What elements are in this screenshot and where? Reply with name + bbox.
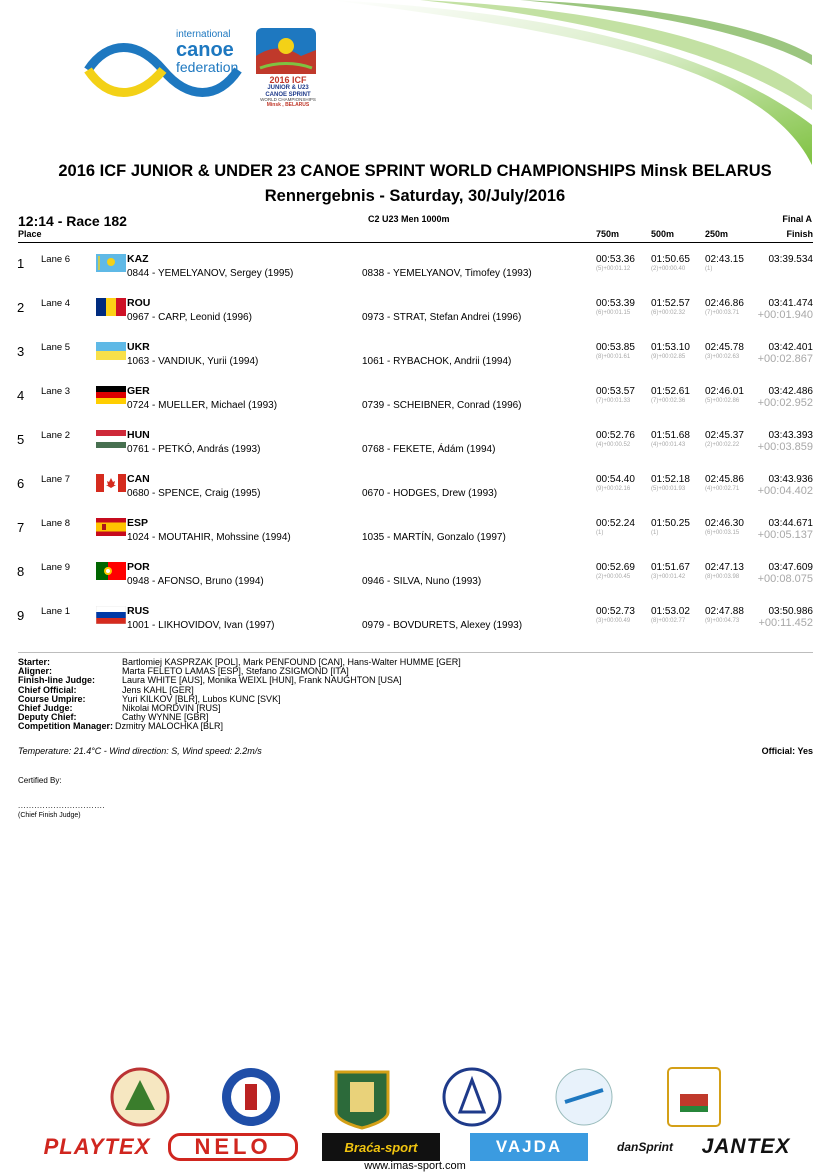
sponsor-emblem-5 — [556, 1069, 612, 1125]
finish-time: 03:41.474 — [768, 298, 813, 309]
nation: POR — [127, 561, 150, 573]
icf-logo-line1: international — [176, 29, 231, 40]
official-names: Bartlomiej KASPRZAK [POL], Mark PENFOUND [CAN], Hans-Walter HUMME [GER] — [122, 657, 461, 667]
official-row — [18, 676, 461, 685]
col-250m: 250m — [705, 229, 729, 239]
sponsor-emblem-2 — [222, 1068, 280, 1126]
split-250m-behind: (8)+00:03.98 — [705, 574, 740, 580]
nation: ROU — [127, 297, 151, 309]
sponsor-dansprint-label: danSprint — [617, 1140, 673, 1154]
weather-info: Temperature: 21.4°C - Wind direction: S, Wind speed: 2.2m/s — [18, 746, 262, 756]
nation: UKR — [127, 341, 150, 353]
split-250m: 02:45.86 — [705, 474, 744, 485]
official-role: Finish-line Judge: — [18, 675, 96, 686]
official-status: Official: Yes — [761, 746, 813, 756]
official-role: Starter: — [18, 657, 51, 667]
finish-time: 03:39.534 — [768, 254, 813, 265]
sponsor-vajda — [470, 1133, 588, 1161]
place: 8 — [17, 564, 25, 579]
event-logo-line2: JUNIOR & U23 — [267, 85, 309, 92]
flag-kaz-icon — [96, 254, 126, 272]
page-subtitle: Rennergebnis - Saturday, 30/July/2016 — [264, 187, 566, 205]
page-title: 2016 ICF JUNIOR & UNDER 23 CANOE SPRINT WORLD CHAMPIONSHIPS Minsk BELARUS — [58, 162, 772, 180]
lane: Lane 1 — [41, 606, 71, 617]
sponsor-braca-sport-label: Braća-sport — [344, 1139, 418, 1155]
sponsor-nelo — [168, 1133, 298, 1161]
finish-time: 03:44.671 — [768, 518, 813, 529]
officials-rule — [18, 652, 813, 653]
sponsor-playtex — [38, 1133, 156, 1161]
athlete-2: 0979 - BOVDURETS, Alexey (1993) — [362, 620, 523, 631]
split-750m: 00:54.40 — [596, 474, 635, 485]
place: 1 — [17, 256, 25, 271]
split-750m: 00:53.85 — [596, 342, 635, 353]
athlete-1: 0844 - YEMELYANOV, Sergey (1995) — [127, 268, 294, 279]
result-row — [0, 604, 830, 648]
official-role: Course Umpire: — [18, 693, 86, 704]
sponsor-emblem-1 — [112, 1069, 168, 1125]
official-names: Marta FELETO LAMAS [ESP], Stefano ZSIGMOND [ITA] — [122, 666, 349, 677]
official-role: Competition Manager: — [18, 721, 114, 732]
split-500m-behind: (1) — [651, 530, 659, 536]
athlete-2: 0838 - YEMELYANOV, Timofey (1993) — [362, 268, 532, 279]
lane: Lane 4 — [41, 298, 71, 309]
lane: Lane 5 — [41, 342, 71, 353]
official-names: Dzmitry MALOCHKA [BLR] — [115, 721, 224, 732]
split-500m-behind: (9)+00:02.85 — [651, 354, 686, 360]
sponsor-website[interactable]: www.imas-sport.com — [364, 1160, 466, 1172]
nation: GER — [127, 385, 150, 397]
athlete-2: 0670 - HODGES, Drew (1993) — [362, 488, 498, 499]
sponsor-jantex — [700, 1133, 792, 1161]
sponsor-emblem-3 — [336, 1072, 388, 1128]
split-750m: 00:52.73 — [596, 606, 635, 617]
sponsor-emblem-4 — [444, 1069, 500, 1125]
official-names: Nikolai MORDVIN [RUS] — [122, 703, 221, 714]
race-phase: Final A — [782, 214, 812, 224]
result-row — [0, 384, 830, 428]
place: 4 — [17, 388, 25, 403]
split-750m: 00:53.39 — [596, 298, 635, 309]
split-750m: 00:53.57 — [596, 386, 635, 397]
split-750m: 00:53.36 — [596, 254, 635, 265]
split-250m: 02:47.88 — [705, 606, 744, 617]
lane: Lane 6 — [41, 254, 71, 265]
place: 9 — [17, 608, 25, 623]
sponsor-dansprint — [610, 1133, 680, 1161]
finish-time: 03:50.986 — [768, 606, 813, 617]
finish-behind: +00:05.137 — [757, 529, 813, 541]
official-row — [18, 722, 461, 731]
nation: HUN — [127, 429, 150, 441]
split-750m-behind: (5)+00:01.12 — [596, 266, 631, 272]
event-logo-line5: Minsk , BELARUS — [266, 101, 310, 108]
nation: ESP — [127, 517, 149, 529]
split-750m-behind: (8)+00:01.61 — [596, 354, 631, 360]
split-250m: 02:47.13 — [705, 562, 744, 573]
athlete-1: 1063 - VANDIUK, Yurii (1994) — [127, 356, 259, 367]
finish-behind: +00:02.952 — [757, 397, 813, 409]
result-row — [0, 472, 830, 516]
flag-can-icon — [96, 474, 126, 492]
place: 5 — [17, 432, 25, 447]
split-250m: 02:46.86 — [705, 298, 744, 309]
official-names: Laura WHITE [AUS], Monika WEIXL [HUN], Frank NAUGHTON [USA] — [122, 675, 402, 686]
finish-behind: +00:03.859 — [757, 441, 813, 453]
athlete-2: 0768 - FEKETE, Ádám (1994) — [362, 444, 496, 455]
split-500m-behind: (3)+00:01.42 — [651, 574, 686, 580]
split-500m: 01:51.68 — [651, 430, 690, 441]
place: 3 — [17, 344, 25, 359]
athlete-1: 0761 - PETKÓ, András (1993) — [127, 444, 261, 455]
official-names: Yuri KILKOV [BLR], Lubos KUNC [SVK] — [122, 693, 281, 704]
athlete-1: 1001 - LIKHOVIDOV, Ivan (1997) — [127, 620, 275, 631]
split-250m-behind: (7)+00:03.71 — [705, 310, 740, 316]
split-750m-behind: (3)+00:00.49 — [596, 618, 631, 624]
official-role: Chief Official: — [18, 684, 77, 695]
split-500m-behind: (4)+00:01.43 — [651, 442, 686, 448]
header-banner — [0, 0, 830, 165]
flag-rou-icon — [96, 298, 126, 316]
split-500m: 01:53.02 — [651, 606, 690, 617]
finish-behind: +00:02.867 — [757, 353, 813, 365]
split-750m-behind: (1) — [596, 530, 604, 536]
sponsor-vajda-label: VAJDA — [495, 1137, 563, 1156]
event-logo-line4: WORLD CHAMPIONSHIPS — [260, 97, 316, 103]
place: 7 — [17, 520, 25, 535]
result-row — [0, 296, 830, 340]
race-name: C2 U23 Men 1000m — [368, 214, 450, 224]
lane: Lane 8 — [41, 518, 71, 529]
split-500m: 01:50.25 — [651, 518, 690, 529]
place: 2 — [17, 300, 25, 315]
finish-behind: +00:08.075 — [757, 573, 813, 585]
athlete-1: 0724 - MUELLER, Michael (1993) — [127, 400, 278, 411]
finish-time: 03:47.609 — [768, 562, 813, 573]
split-500m: 01:52.18 — [651, 474, 690, 485]
place: 6 — [17, 476, 25, 491]
event-logo-line1: 2016 ICF — [269, 75, 307, 85]
result-row — [0, 560, 830, 604]
athlete-1: 0948 - AFONSO, Bruno (1994) — [127, 576, 264, 587]
signature-line: ................................ — [18, 801, 106, 810]
col-finish: Finish — [786, 229, 813, 239]
icf-logo-line3: federation — [176, 59, 239, 75]
split-250m-behind: (6)+00:03.15 — [705, 530, 740, 536]
split-500m-behind: (6)+00:02.32 — [651, 310, 686, 316]
finish-time: 03:42.401 — [768, 342, 813, 353]
split-750m-behind: (4)+00:00.52 — [596, 442, 631, 448]
lane: Lane 2 — [41, 430, 71, 441]
result-row — [0, 340, 830, 384]
split-250m-behind: (9)+00:04.73 — [705, 618, 740, 624]
result-row — [0, 252, 830, 296]
finish-time: 03:43.393 — [768, 430, 813, 441]
split-500m: 01:52.57 — [651, 298, 690, 309]
finish-behind: +00:01.940 — [757, 309, 813, 321]
race-time: 12:14 - Race 182 — [18, 213, 127, 229]
icf-logo-line2: canoe — [176, 39, 234, 61]
sponsor-emblem-6 — [668, 1068, 720, 1126]
official-row — [18, 704, 461, 713]
split-250m-behind: (1) — [705, 266, 713, 272]
split-250m-behind: (3)+00:02.63 — [705, 354, 740, 360]
official-role: Chief Judge: — [18, 703, 73, 714]
sponsor-playtex-label: PLAYTEX — [43, 1134, 151, 1159]
flag-esp-icon — [96, 518, 126, 536]
split-750m-behind: (2)+00:00.45 — [596, 574, 631, 580]
event-logo-line3: CANOE SPRINT — [265, 91, 311, 98]
split-500m-behind: (2)+00:00.40 — [651, 266, 686, 272]
split-500m: 01:51.67 — [651, 562, 690, 573]
athlete-2: 1061 - RYBACHOK, Andrii (1994) — [362, 356, 512, 367]
athlete-1: 0967 - CARP, Leonid (1996) — [127, 312, 252, 323]
nation: RUS — [127, 605, 150, 617]
split-750m-behind: (6)+00:01.15 — [596, 310, 631, 316]
result-row — [0, 428, 830, 472]
finish-behind: +00:04.402 — [757, 485, 813, 497]
split-250m: 02:45.37 — [705, 430, 744, 441]
flag-ger-icon — [96, 386, 126, 404]
athlete-2: 1035 - MARTÍN, Gonzalo (1997) — [362, 532, 506, 543]
sponsor-nelo-label: NELO — [194, 1134, 272, 1159]
split-750m: 00:52.76 — [596, 430, 635, 441]
flag-rus-icon — [96, 606, 126, 624]
split-750m: 00:52.69 — [596, 562, 635, 573]
split-500m-behind: (8)+00:02.77 — [651, 618, 686, 624]
event-logo — [256, 28, 316, 74]
nation: CAN — [127, 473, 150, 485]
official-names: Cathy WYNNE [GBR] — [122, 712, 209, 723]
header-swoosh — [330, 0, 812, 165]
lane: Lane 7 — [41, 474, 71, 485]
finish-behind: +00:11.452 — [758, 617, 813, 629]
icf-logo-text — [176, 30, 238, 74]
col-500m: 500m — [651, 229, 675, 239]
flag-ukr-icon — [96, 342, 126, 360]
official-row — [18, 695, 461, 704]
split-250m-behind: (2)+00:02.22 — [705, 442, 740, 448]
split-250m-behind: (4)+00:02.71 — [705, 486, 740, 492]
result-row — [0, 516, 830, 560]
split-500m-behind: (7)+00:02.36 — [651, 398, 686, 404]
athlete-2: 0946 - SILVA, Nuno (1993) — [362, 576, 482, 587]
athlete-2: 0739 - SCHEIBNER, Conrad (1996) — [362, 400, 522, 411]
athlete-1: 0680 - SPENCE, Craig (1995) — [127, 488, 261, 499]
split-250m: 02:43.15 — [705, 254, 744, 265]
official-role: Deputy Chief: — [18, 712, 77, 723]
finish-time: 03:43.936 — [768, 474, 813, 485]
split-750m-behind: (9)+00:02.16 — [596, 486, 631, 492]
certified-by: Certified By: — [18, 776, 62, 785]
split-500m: 01:52.61 — [651, 386, 690, 397]
official-role: Aligner: — [18, 666, 53, 677]
flag-hun-icon — [96, 430, 126, 448]
split-250m: 02:45.78 — [705, 342, 744, 353]
split-750m-behind: (7)+00:01.33 — [596, 398, 631, 404]
split-250m: 02:46.30 — [705, 518, 744, 529]
split-250m-behind: (5)+00:02.86 — [705, 398, 740, 404]
col-place: Place — [18, 229, 42, 239]
lane: Lane 3 — [41, 386, 71, 397]
col-750m: 750m — [596, 229, 620, 239]
flag-por-icon — [96, 562, 126, 580]
finish-time: 03:42.486 — [768, 386, 813, 397]
officials-list — [18, 658, 461, 732]
sponsor-jantex-label: JANTEX — [701, 1135, 791, 1158]
split-250m: 02:46.01 — [705, 386, 744, 397]
nation: KAZ — [127, 253, 149, 265]
sponsor-braca-sport — [322, 1133, 440, 1161]
lane: Lane 9 — [41, 562, 71, 573]
split-500m-behind: (5)+00:01.93 — [651, 486, 686, 492]
split-750m: 00:52.24 — [596, 518, 635, 529]
split-500m: 01:53.10 — [651, 342, 690, 353]
official-names: Jens KAHL [GER] — [122, 684, 194, 695]
athlete-1: 1024 - MOUTAHIR, Mohssine (1994) — [127, 532, 291, 543]
athlete-2: 0973 - STRAT, Stefan Andrei (1996) — [362, 312, 522, 323]
chief-finish-judge: (Chief Finish Judge) — [18, 812, 81, 819]
split-500m: 01:50.65 — [651, 254, 690, 265]
header-rule — [18, 242, 813, 243]
event-logo-text — [258, 76, 318, 108]
